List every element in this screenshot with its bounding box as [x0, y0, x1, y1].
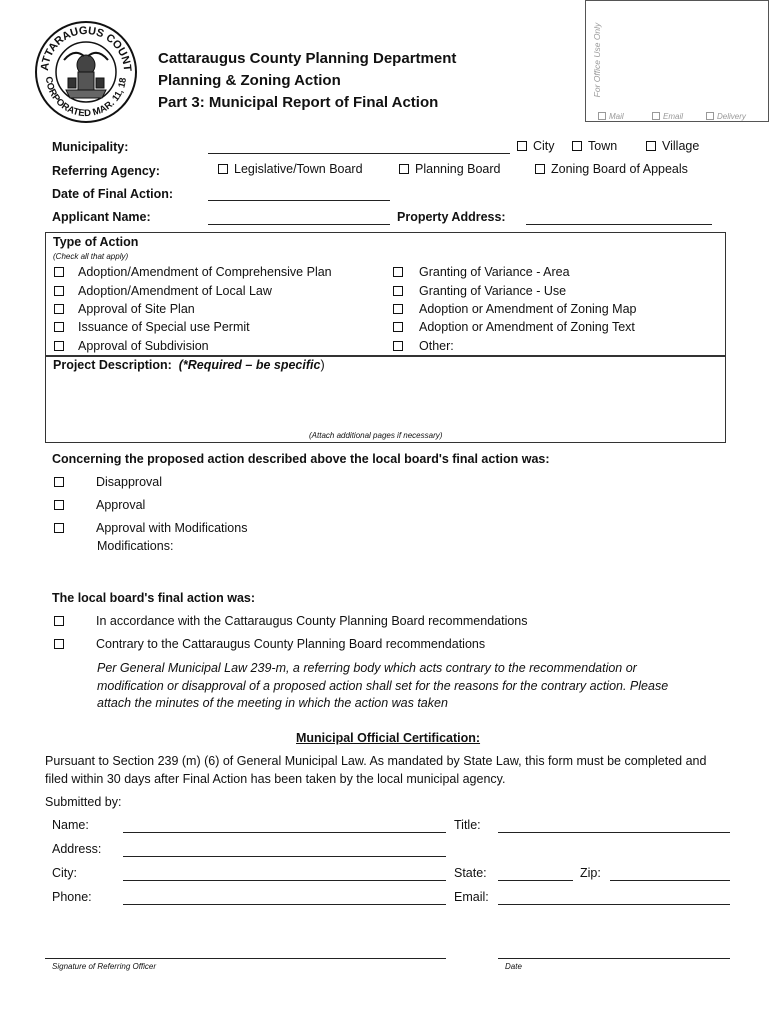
state-field[interactable] — [498, 880, 573, 881]
action-variance-area-checkbox[interactable]: Granting of Variance - Area — [393, 265, 570, 280]
header-title-line2: Planning & Zoning Action — [158, 72, 341, 89]
applicant-name-field[interactable] — [208, 224, 390, 225]
type-of-action-title: Type of Action — [53, 235, 139, 249]
action-special-use-permit-checkbox[interactable]: Issuance of Special use Permit — [54, 320, 250, 335]
final-action-approval-modifications-checkbox[interactable]: Approval with Modifications — [54, 521, 247, 536]
email-field[interactable] — [498, 904, 730, 905]
referring-agency-label: Referring Agency: — [52, 164, 160, 178]
signature-label: Signature of Referring Officer — [52, 962, 157, 971]
office-use-label: For Office Use Only — [592, 22, 602, 98]
action-variance-use-checkbox[interactable]: Granting of Variance - Use — [393, 284, 566, 299]
agency-legislative-checkbox[interactable]: Legislative/Town Board — [218, 162, 363, 177]
property-address-field[interactable] — [526, 224, 712, 225]
seal-bottom-text: CORPORATED MAR. 11, 18 — [42, 76, 130, 120]
certification-heading: Municipal Official Certification: — [296, 731, 481, 745]
municipality-field[interactable] — [208, 153, 510, 154]
action-zoning-text-checkbox[interactable]: Adoption or Amendment of Zoning Text — [393, 320, 635, 335]
office-use-delivery[interactable]: Delivery — [706, 112, 746, 122]
certification-text-line1: Pursuant to Section 239 (m) (6) of General Municipal Law. As mandated by State Law, this form must be completed and — [45, 754, 707, 768]
contrary-checkbox[interactable]: Contrary to the Cattaraugus County Planning Board recommendations — [54, 637, 485, 652]
office-use-mail[interactable]: Mail — [598, 112, 624, 122]
municipality-village-checkbox[interactable]: Village — [646, 139, 699, 154]
phone-label: Phone: — [52, 890, 92, 904]
final-action-approval-checkbox[interactable]: Approval — [54, 498, 145, 513]
local-board-heading: The local board's final action was: — [52, 591, 256, 605]
date-field[interactable] — [498, 958, 730, 959]
municipality-city-checkbox[interactable]: City — [517, 139, 555, 154]
municipality-label: Municipality: — [52, 140, 129, 154]
attach-pages-note: (Attach additional pages if necessary) — [309, 431, 443, 440]
project-description-label: Project Description: (*Required – be specific) — [53, 358, 325, 372]
action-comprehensive-plan-checkbox[interactable]: Adoption/Amendment of Comprehensive Plan — [54, 265, 332, 280]
header-title-line1: Cattaraugus County Planning Department — [158, 50, 457, 67]
name-field[interactable] — [123, 832, 446, 833]
title-field[interactable] — [498, 832, 730, 833]
county-seal — [34, 20, 138, 124]
agency-zba-checkbox[interactable]: Zoning Board of Appeals — [535, 162, 688, 177]
submitted-by-label: Submitted by: — [45, 795, 122, 809]
municipality-town-checkbox[interactable]: Town — [572, 139, 617, 154]
city-label: City: — [52, 866, 77, 880]
concerning-heading: Concerning the proposed action described above the local board's final action was: — [52, 452, 550, 466]
action-site-plan-checkbox[interactable]: Approval of Site Plan — [54, 302, 195, 317]
gml-note-line1: Per General Municipal Law 239-m, a referring body which acts contrary to the recommendation or — [97, 661, 637, 675]
action-local-law-checkbox[interactable]: Adoption/Amendment of Local Law — [54, 284, 272, 299]
action-other-checkbox[interactable]: Other: — [393, 339, 454, 354]
type-of-action-note: (Check all that apply) — [53, 252, 129, 261]
gml-note-line2: modification or disapproval of a proposed action shall set for the reasons for the contrary action. Please — [97, 679, 669, 693]
zip-label: Zip: — [580, 866, 601, 880]
applicant-name-label: Applicant Name: — [52, 210, 151, 224]
zip-field[interactable] — [610, 880, 730, 881]
city-field[interactable] — [123, 880, 446, 881]
accordance-checkbox[interactable]: In accordance with the Cattaraugus County Planning Board recommendations — [54, 614, 528, 629]
action-subdivision-checkbox[interactable]: Approval of Subdivision — [54, 339, 209, 354]
address-field[interactable] — [123, 856, 446, 857]
office-use-box — [585, 0, 769, 122]
seal-top-text: ATTARAUGUS COUNT — [38, 24, 134, 72]
phone-field[interactable] — [123, 904, 446, 905]
certification-text-line2: filed within 30 days after Final Action has been taken by the local municipal agency. — [45, 772, 506, 786]
final-action-disapproval-checkbox[interactable]: Disapproval — [54, 475, 162, 490]
title-label: Title: — [454, 818, 481, 832]
property-address-label: Property Address: — [397, 210, 506, 224]
address-label: Address: — [52, 842, 102, 856]
date-final-action-label: Date of Final Action: — [52, 187, 174, 201]
date-label: Date — [505, 962, 522, 971]
modifications-label: Modifications: — [97, 539, 174, 553]
header-title-line3: Part 3: Municipal Report of Final Action — [158, 94, 439, 111]
action-zoning-map-checkbox[interactable]: Adoption or Amendment of Zoning Map — [393, 302, 637, 317]
signature-field[interactable] — [45, 958, 446, 959]
email-label: Email: — [454, 890, 489, 904]
state-label: State: — [454, 866, 487, 880]
agency-planning-board-checkbox[interactable]: Planning Board — [399, 162, 500, 177]
date-final-action-field[interactable] — [208, 200, 390, 201]
name-label: Name: — [52, 818, 89, 832]
office-use-email[interactable]: Email — [652, 112, 683, 122]
gml-note-line3: attach the minutes of the meeting in which the action was taken — [97, 696, 448, 710]
